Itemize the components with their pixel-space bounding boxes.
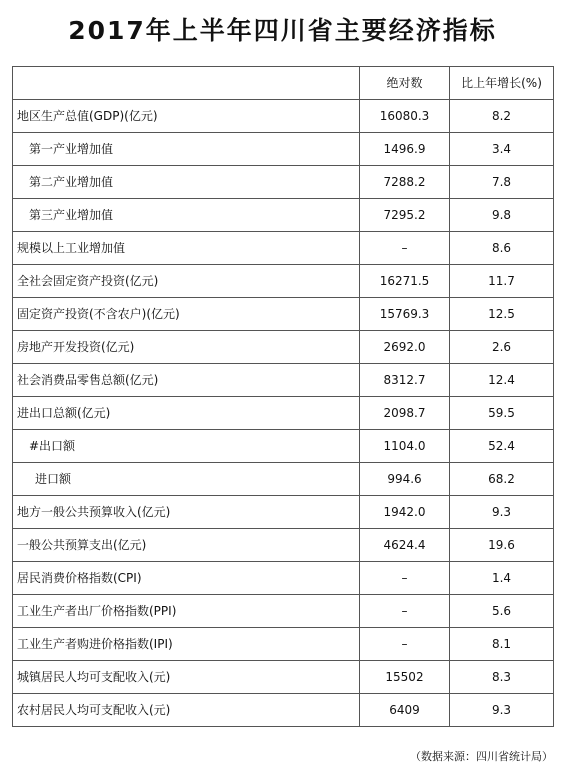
absolute-value-cell: 15769.3 [360,298,450,331]
absolute-value-cell: 7295.2 [360,199,450,232]
indicator-label: 全社会固定资产投资(亿元) [13,265,360,298]
header-indicator [13,67,360,100]
table-row [13,562,554,595]
absolute-value-cell: 994.6 [360,463,450,496]
indicator-label: 工业生产者出厂价格指数(PPI) [13,595,360,628]
indicator-label: 规模以上工业增加值 [13,232,360,265]
growth-rate-cell: 19.6 [450,529,554,562]
absolute-value-cell: 15502 [360,661,450,694]
growth-rate-cell: 68.2 [450,463,554,496]
table-row [13,331,554,364]
growth-rate-cell: 1.4 [450,562,554,595]
growth-rate-cell: 7.8 [450,166,554,199]
absolute-value-cell: 2098.7 [360,397,450,430]
table-row [13,661,554,694]
indicator-label: 第二产业增加值 [13,166,360,199]
table-row [13,694,554,727]
growth-rate-cell: 8.2 [450,100,554,133]
indicator-table-container [12,66,553,727]
absolute-value-cell: – [360,562,450,595]
indicator-label: 一般公共预算支出(亿元) [13,529,360,562]
table-header-row [13,67,554,100]
table-row [13,595,554,628]
absolute-value-cell: 4624.4 [360,529,450,562]
table-row [13,496,554,529]
table-row [13,298,554,331]
growth-rate-cell: 8.3 [450,661,554,694]
absolute-value-cell: 1104.0 [360,430,450,463]
table-row [13,133,554,166]
growth-rate-cell: 3.4 [450,133,554,166]
absolute-value-cell: 8312.7 [360,364,450,397]
indicator-label: #出口额 [13,430,360,463]
data-source-note: （数据来源：四川省统计局） [410,750,553,763]
growth-rate-cell: 8.1 [450,628,554,661]
indicator-label: 进出口总额(亿元) [13,397,360,430]
absolute-value-cell: – [360,232,450,265]
indicator-label: 农村居民人均可支配收入(元) [13,694,360,727]
table-row [13,529,554,562]
growth-rate-cell: 12.5 [450,298,554,331]
growth-rate-cell: 5.6 [450,595,554,628]
table-row [13,463,554,496]
table-row [13,628,554,661]
indicator-label: 房地产开发投资(亿元) [13,331,360,364]
table-row [13,232,554,265]
growth-rate-cell: 2.6 [450,331,554,364]
indicator-label: 第一产业增加值 [13,133,360,166]
growth-rate-cell: 9.3 [450,496,554,529]
table-row [13,364,554,397]
absolute-value-cell: 7288.2 [360,166,450,199]
absolute-value-cell: 16271.5 [360,265,450,298]
absolute-value-cell: 1496.9 [360,133,450,166]
indicator-label: 工业生产者购进价格指数(IPI) [13,628,360,661]
growth-rate-cell: 59.5 [450,397,554,430]
growth-rate-cell: 12.4 [450,364,554,397]
indicator-label: 第三产业增加值 [13,199,360,232]
table-row [13,199,554,232]
table-row [13,397,554,430]
absolute-value-cell: 6409 [360,694,450,727]
growth-rate-cell: 52.4 [450,430,554,463]
absolute-value-cell: 16080.3 [360,100,450,133]
indicator-label: 居民消费价格指数(CPI) [13,562,360,595]
table-row [13,265,554,298]
growth-rate-cell: 11.7 [450,265,554,298]
indicator-table [12,66,554,727]
header-growth-rate: 比上年增长(%) [450,67,554,100]
indicator-label: 固定资产投资(不含农户)(亿元) [13,298,360,331]
page-title: 2017年上半年四川省主要经济指标 [68,16,497,45]
growth-rate-cell: 9.8 [450,199,554,232]
absolute-value-cell: – [360,595,450,628]
table-body [13,100,554,727]
absolute-value-cell: 1942.0 [360,496,450,529]
growth-rate-cell: 8.6 [450,232,554,265]
absolute-value-cell: 2692.0 [360,331,450,364]
growth-rate-cell: 9.3 [450,694,554,727]
indicator-label: 进口额 [13,463,360,496]
indicator-label: 地方一般公共预算收入(亿元) [13,496,360,529]
table-row [13,430,554,463]
header-absolute-value: 绝对数 [360,67,450,100]
indicator-label: 社会消费品零售总额(亿元) [13,364,360,397]
indicator-label: 城镇居民人均可支配收入(元) [13,661,360,694]
indicator-label: 地区生产总值(GDP)(亿元) [13,100,360,133]
table-row [13,100,554,133]
table-row [13,166,554,199]
absolute-value-cell: – [360,628,450,661]
